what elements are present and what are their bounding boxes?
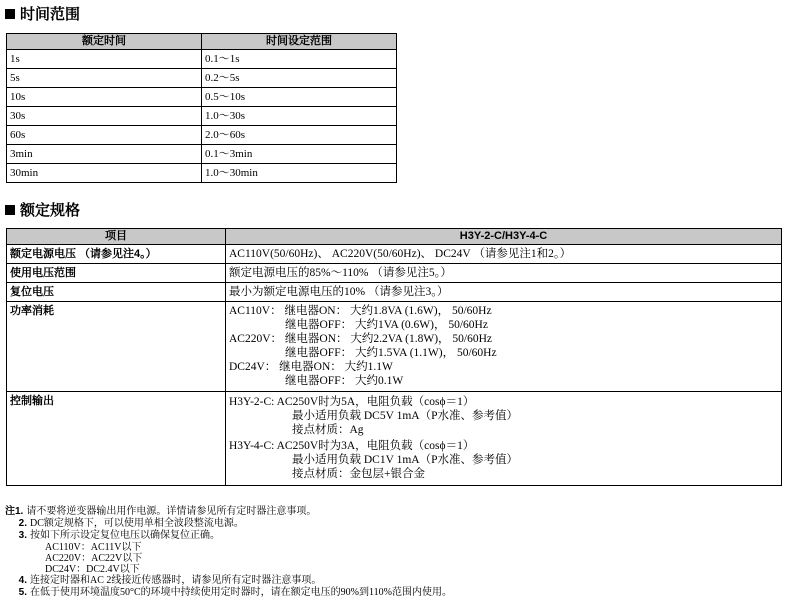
cell-rated-time: 30s <box>7 107 202 126</box>
cell-setting-range: 2.0～60s <box>202 126 397 145</box>
table-row <box>7 50 397 69</box>
column-header-setting-range: 时间设定范围 <box>202 34 397 50</box>
column-header-rated-time: 额定时间 <box>7 34 202 50</box>
note-subitem: AC220V：AC22V以下 <box>45 553 143 564</box>
cell-setting-range: 0.1～3min <box>202 145 397 164</box>
value-rated-voltage: AC110V(50/60Hz)、 AC220V(50/60Hz)、 DC24V （请参见注1和2。） <box>226 245 782 264</box>
table-row <box>7 164 397 183</box>
output-line: 最小适用负载 DC1V 1mA（P水准、参考值） <box>292 454 518 466</box>
note-number: 5. <box>18 587 27 598</box>
note-text: 请不要将逆变器输出用作电源。详情请参见所有定时器注意事项。 <box>26 506 317 517</box>
output-line: H3Y-4-C: AC250V时为3A，电阻负载（cosϕ＝1） <box>229 440 475 452</box>
table-row <box>7 126 397 145</box>
ratings-table <box>6 228 782 486</box>
row-rated-voltage <box>7 245 782 264</box>
section-title-ratings: 额定规格 <box>5 202 80 220</box>
square-bullet-icon <box>5 205 15 215</box>
note-number: 4. <box>18 575 27 586</box>
power-line: AC220V： 继电器ON： 大约2.2VA (1.8W)， 50/60Hz <box>229 333 492 345</box>
row-reset-voltage <box>7 283 782 302</box>
note-number: 1. <box>15 506 24 517</box>
note-subitem: AC110V：AC11V以下 <box>45 542 142 553</box>
note-item <box>5 587 452 599</box>
cell-setting-range: 1.0～30min <box>202 164 397 183</box>
value-power-consumption <box>226 302 782 392</box>
note-text: 在低于使用环境温度50°C的环境中持续使用定时器时，请在额定电压的90%到110%范围内使用。 <box>30 587 452 598</box>
cell-rated-time: 60s <box>7 126 202 145</box>
label-rated-voltage: 额定电源电压 （请参见注4。） <box>7 245 226 264</box>
label-power-consumption: 功率消耗 <box>7 302 226 392</box>
cell-rated-time: 3min <box>7 145 202 164</box>
value-control-output <box>226 392 782 486</box>
note-number: 3. <box>18 530 27 541</box>
note-subitem: DC24V：DC2.4V以下 <box>45 564 140 575</box>
cell-rated-time: 30min <box>7 164 202 183</box>
power-line: 继电器OFF： 大约1.5VA (1.1W)， 50/60Hz <box>285 347 497 359</box>
note-item <box>5 518 452 530</box>
table-row <box>7 107 397 126</box>
table-header-row <box>7 229 782 245</box>
cell-rated-time: 1s <box>7 50 202 69</box>
label-operating-voltage: 使用电压范围 <box>7 264 226 283</box>
note-item <box>5 575 452 587</box>
note-number: 2. <box>18 518 27 529</box>
output-line: H3Y-2-C: AC250V时为5A，电阻负载（cosϕ＝1） <box>229 396 475 408</box>
row-control-output <box>7 392 782 486</box>
square-bullet-icon <box>5 9 15 19</box>
cell-rated-time: 10s <box>7 88 202 107</box>
note-item <box>5 530 452 542</box>
table-row <box>7 88 397 107</box>
output-line: 接点材质：Ag <box>292 424 364 436</box>
table-header-row <box>7 34 397 50</box>
section-title-time-range: 时间范围 <box>5 6 80 24</box>
note-text: 连接定时器和AC 2线接近传感器时，请参见所有定时器注意事项。 <box>30 575 322 586</box>
row-power-consumption <box>7 302 782 392</box>
cell-setting-range: 0.5～10s <box>202 88 397 107</box>
label-control-output: 控制输出 <box>7 392 226 486</box>
power-line: 继电器OFF： 大约0.1W <box>285 375 404 387</box>
cell-setting-range: 0.2～5s <box>202 69 397 88</box>
label-reset-voltage: 复位电压 <box>7 283 226 302</box>
row-operating-voltage <box>7 264 782 283</box>
output-line: 接点材质：金包层+银合金 <box>292 468 425 480</box>
table-row <box>7 69 397 88</box>
note-text: DC额定规格下，可以使用单相全波段整流电源。 <box>30 518 244 529</box>
note-text: 按如下所示设定复位电压以确保复位正确。 <box>30 530 220 541</box>
notes-prefix: 注 <box>5 506 15 517</box>
cell-setting-range: 0.1～1s <box>202 50 397 69</box>
power-line: DC24V： 继电器ON： 大约1.1W <box>229 361 393 373</box>
time-range-table <box>6 33 397 183</box>
cell-rated-time: 5s <box>7 69 202 88</box>
column-header-model: H3Y-2-C/H3Y-4-C <box>226 229 782 245</box>
table-row <box>7 145 397 164</box>
value-operating-voltage: 额定电源电压的85%～110% （请参见注5。） <box>226 264 782 283</box>
output-line: 最小适用负载 DC5V 1mA（P水准、参考值） <box>292 410 518 422</box>
column-header-item: 项目 <box>7 229 226 245</box>
power-line: 继电器OFF： 大约1VA (0.6W)， 50/60Hz <box>285 319 488 331</box>
notes <box>5 506 452 599</box>
cell-setting-range: 1.0～30s <box>202 107 397 126</box>
value-reset-voltage: 最小为额定电源电压的10% （请参见注3。） <box>226 283 782 302</box>
power-line: AC110V： 继电器ON： 大约1.8VA (1.6W)， 50/60Hz <box>229 305 492 317</box>
note-item <box>5 506 452 518</box>
